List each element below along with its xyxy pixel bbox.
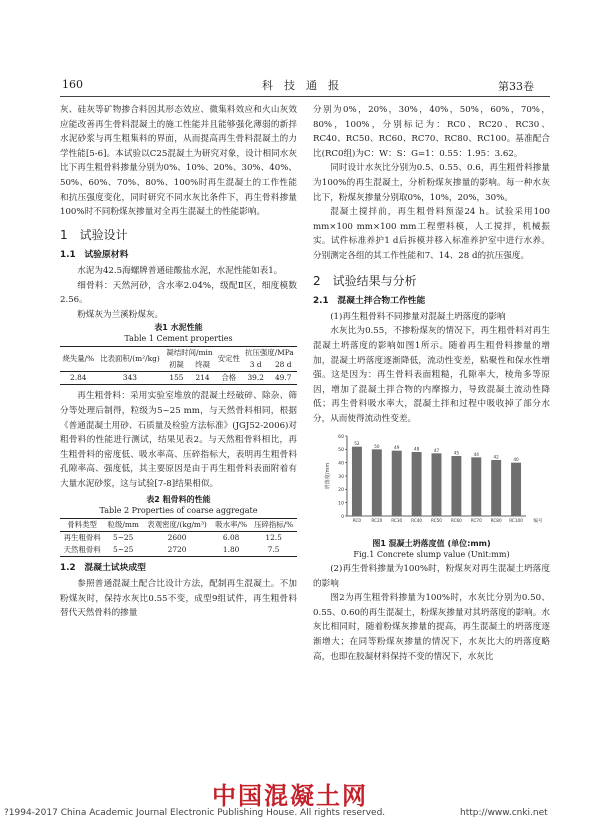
header-rule bbox=[60, 96, 550, 97]
watermark-logo: 中国混凝土网 bbox=[212, 782, 368, 810]
section-1-heading: 1 试验设计 bbox=[60, 227, 128, 242]
bar bbox=[412, 452, 422, 516]
bar bbox=[511, 463, 521, 516]
bar bbox=[491, 460, 501, 516]
table-row bbox=[60, 372, 297, 385]
table-cell: 155 bbox=[163, 372, 189, 385]
bar-value-label: 47 bbox=[433, 448, 440, 454]
mixing-paragraph: 混凝土搅拌前，再生粗骨料预湿24 h。试验采用100 mm×100 mm×100 mm工程塑料模，人工搅拌，机械振实。试件标准养护1 d后拆模并移入标准养护室中进行水养。分别测定各组的其工作性能和7、14、28 d的抗压强度。 bbox=[313, 207, 550, 261]
table2-header-size: 粒级/mm bbox=[104, 519, 142, 532]
table1-cement-properties bbox=[60, 346, 297, 385]
y-tick-label: 40 bbox=[338, 461, 344, 467]
fine-aggregate-paragraph: 细骨料：天然河砂，含水率2.04%，级配Ⅱ区，细度模数2.56。 bbox=[60, 280, 297, 306]
table2-header-absorption: 吸水率/% bbox=[212, 519, 250, 532]
x-tick-label: RC0 bbox=[352, 518, 362, 524]
x-tick-label: RC40 bbox=[411, 518, 423, 524]
table2-header-crushing: 压碎指标/% bbox=[250, 519, 297, 532]
x-tick-label: RC30 bbox=[391, 518, 403, 524]
slump-bar-chart bbox=[313, 430, 550, 530]
table-cell: 5~25 bbox=[113, 533, 134, 543]
table-cell: 39.2 bbox=[242, 372, 269, 385]
table1-caption-cn: 表1 水泥性能 bbox=[154, 323, 203, 333]
section-2-1-heading: 2.1 混凝土拌合物工作性能 bbox=[313, 296, 426, 307]
y-axis-label: 坍落度/mm bbox=[325, 463, 331, 490]
y-tick-label: 20 bbox=[338, 488, 344, 494]
table2-caption bbox=[60, 494, 297, 516]
right-column bbox=[313, 103, 550, 664]
table-cell: 天然粗骨料 bbox=[60, 544, 104, 557]
table-cell: 合格 bbox=[216, 372, 242, 385]
table1-caption bbox=[60, 322, 297, 344]
y-tick-label: 50 bbox=[338, 448, 344, 454]
figure2-paragraph: 图2为再生粗骨料掺量为100%时，水灰比分别为0.50、0.55、0.60的再生混凝土，粉煤灰掺量对其坍落度的影响。水灰比相同时，随着粉煤灰掺量的提高，再生混凝土的坍落度逐渐增大；在同等粉煤灰掺量的情况下，水灰比大的坍落度略高，也即在胶凝材料保持不变的情况下，水灰比 bbox=[313, 593, 550, 662]
copyright-notice: ?1994-2017 China Academic Journal Electronic Publishing House. All rights reserved. bbox=[4, 808, 386, 818]
table-cell: 5~25 bbox=[104, 544, 142, 557]
x-tick-label: RC70 bbox=[470, 518, 482, 524]
bar-value-label: 49 bbox=[394, 445, 400, 451]
forming-paragraph: 参照普通混凝土配合比设计方法，配制再生混凝土。不加粉煤灰时，保持水灰比0.55不变，成型9组试件，再生粗骨料替代天然骨料的掺量 bbox=[60, 579, 297, 619]
y-tick-label: 0 bbox=[341, 515, 344, 521]
table1-header-setting-time: 凝结时间/min bbox=[163, 347, 215, 360]
table1-header-final: 终凝 bbox=[190, 359, 216, 372]
table1-header-28d: 28 d bbox=[269, 359, 297, 372]
left-column bbox=[60, 103, 297, 621]
table-cell: 1.80 bbox=[212, 544, 250, 557]
bar-value-label: 40 bbox=[513, 457, 519, 463]
table-cell: 49.7 bbox=[269, 372, 297, 385]
y-tick-label: 60 bbox=[338, 435, 344, 441]
section-1-1-heading: 1.1 试验原材料 bbox=[60, 250, 129, 261]
bar bbox=[392, 451, 402, 516]
table2-header-density: 表观密度/(kg/m³) bbox=[142, 519, 212, 532]
x-tick-label: RC100 bbox=[509, 518, 523, 524]
section-2-heading: 2 试验结果与分析 bbox=[313, 273, 417, 288]
table2-caption-en: Table 2 Properties of coarse aggregate bbox=[99, 506, 258, 516]
intro-paragraph: 灰、硅灰等矿物掺合料因其形态效应、微集料效应和火山灰效应能改善再生骨料混凝土的施工性能并且能够强化薄弱的新拌水泥砂浆与再生粗集料的界面，从而提高再生骨料混凝土的力学性能[5-6]。本试验以C25混凝土为研究对象，设计相同水灰比下再生粗骨料掺量分别为0%、10%、20%、30%、40%、50%、60%、70%、80%、100%时再生混凝土的工作性能和抗压强度变化，同时研究不同水灰比条件下，再生骨料掺量100%时不同粉煤灰掺量对全再生混凝土的性能影响。 bbox=[60, 105, 297, 218]
continued-paragraph: 分别为0%，20%，30%，40%，50%，60%，70%，80%，100%，分别标记为：RC0、RC20、RC30、RC40、RC50、RC60、RC70、RC80、RC100。基准配合比(RC0组)为C：W：S：G=1：0.55：1.95：3.62。 bbox=[313, 105, 550, 159]
table-cell: 2720 bbox=[142, 544, 212, 557]
table-row bbox=[60, 532, 297, 545]
table2-header-type: 骨料类型 bbox=[60, 519, 104, 532]
table1-header-area: 比表面积/(m²/kg) bbox=[97, 347, 164, 372]
x-axis-label: 编号 bbox=[533, 519, 543, 525]
bar-value-label: 44 bbox=[473, 452, 479, 458]
x-tick-label: RC80 bbox=[490, 518, 502, 524]
table-cell: 2.84 bbox=[60, 372, 97, 385]
table2-caption-cn: 表2 粗骨料的性能 bbox=[146, 495, 211, 505]
y-tick-label: 30 bbox=[338, 475, 344, 481]
bar-value-label: 42 bbox=[493, 454, 499, 460]
table-row bbox=[60, 544, 297, 557]
table1-header-soundness: 安定性 bbox=[216, 347, 242, 372]
bar bbox=[372, 450, 382, 517]
y-tick-label: 10 bbox=[338, 501, 344, 507]
bar-value-label: 45 bbox=[453, 450, 460, 456]
slump-paragraph: 水灰比为0.55，不掺粉煤灰的情况下，再生粗骨料对再生混凝土坍落度的影响如图1所示。随着再生粗骨料掺量的增加，混凝土坍落度逐渐降低，流动性变差，粘聚性和保水性增强。这是因为：再生骨料表面粗糙，孔隙率大，棱角多等原因，增加了混凝土拌合物的内摩擦力，导致混凝土流动性降低；再生骨料吸水率大，混凝土拌和过程中吸收掉了部分水分，从而使得流动性变差。 bbox=[313, 326, 550, 424]
bar bbox=[432, 454, 442, 517]
table1-header-3d: 3 d bbox=[242, 359, 269, 372]
subsection-1-paragraph: (1)再生粗骨料不同掺量对混凝土坍落度的影响 bbox=[330, 311, 506, 322]
subsection-2-paragraph: (2)再生骨料掺量为100%时，粉煤灰对再生混凝土坍落度的影响 bbox=[313, 564, 550, 589]
table1-header-strength: 抗压强度/MPa bbox=[242, 347, 297, 360]
flyash-paragraph: 粉煤灰为兰溪粉煤灰。 bbox=[77, 309, 164, 320]
volume-label: 第33卷 bbox=[498, 80, 534, 93]
table-cell: 12.5 bbox=[265, 533, 282, 543]
bar-value-label: 50 bbox=[374, 444, 380, 450]
figure1-caption bbox=[313, 538, 550, 560]
table1-header-loss: 烧失量/% bbox=[60, 347, 97, 372]
table1-header-initial: 初凝 bbox=[163, 359, 189, 372]
table-cell: 6.08 bbox=[222, 533, 240, 543]
table-cell: 2600 bbox=[167, 533, 187, 543]
table1-caption-en: Table 1 Cement properties bbox=[124, 334, 233, 344]
flyash-design-paragraph: 同时设计水灰比分别为0.5、0.55、0.6，再生粗骨料掺量为100%的再生混凝土，分析粉煤灰掺量的影响。每一种水灰比下，粉煤灰掺量分别取0%，10%，20%，30%。 bbox=[313, 163, 550, 203]
section-1-2-heading: 1.2 混凝土试块成型 bbox=[60, 563, 146, 574]
figure1-chart bbox=[313, 430, 550, 536]
bar bbox=[451, 456, 461, 516]
table-cell: 再生粗骨料 bbox=[63, 533, 101, 543]
cnki-url: http://www.cnki.net bbox=[460, 808, 548, 818]
page-number: 160 bbox=[62, 78, 83, 91]
table-cell: 343 bbox=[97, 372, 164, 385]
bar bbox=[352, 447, 362, 516]
coarse-aggregate-paragraph: 再生粗骨料：采用实验室堆放的混凝土经破碎、除杂、筛分等处理后制得，粒级为5~25 mm，与天然骨料相同，根据《普通混凝土用砂、石质量及检验方法标准》(JGJ52-2006)对粗骨料的性能进行测试，结果见表2。与天然粗骨料相比，再生粗骨料的密度低、吸水率高、压碎指标大，表明再生粗骨料孔隙率高、强度低，其主要原因是由于再生粗骨料表面附着有大量水泥砂浆，这与试验[7-8]结果相似。 bbox=[60, 391, 297, 489]
x-tick-label: RC50 bbox=[431, 518, 442, 524]
x-tick-label: RC20 bbox=[371, 518, 383, 524]
journal-title: 科 技 通 报 bbox=[262, 79, 339, 92]
bar bbox=[471, 458, 481, 517]
table-cell: 7.5 bbox=[250, 544, 297, 557]
table-cell: 214 bbox=[190, 372, 216, 385]
x-tick-label: RC60 bbox=[450, 518, 462, 524]
figure1-caption-en: Fig.1 Concrete slump value (Unit:mm) bbox=[353, 550, 510, 560]
bar-value-label: 48 bbox=[413, 446, 420, 452]
cement-paragraph: 水泥为42.5海螺牌普通硅酸盐水泥，水泥性能如表1。 bbox=[77, 265, 283, 276]
bar-value-label: 52 bbox=[354, 441, 360, 447]
figure1-caption-cn: 图1 混凝土坍落度值 (单位:mm) bbox=[372, 539, 491, 549]
table2-coarse-aggregate bbox=[60, 518, 297, 557]
